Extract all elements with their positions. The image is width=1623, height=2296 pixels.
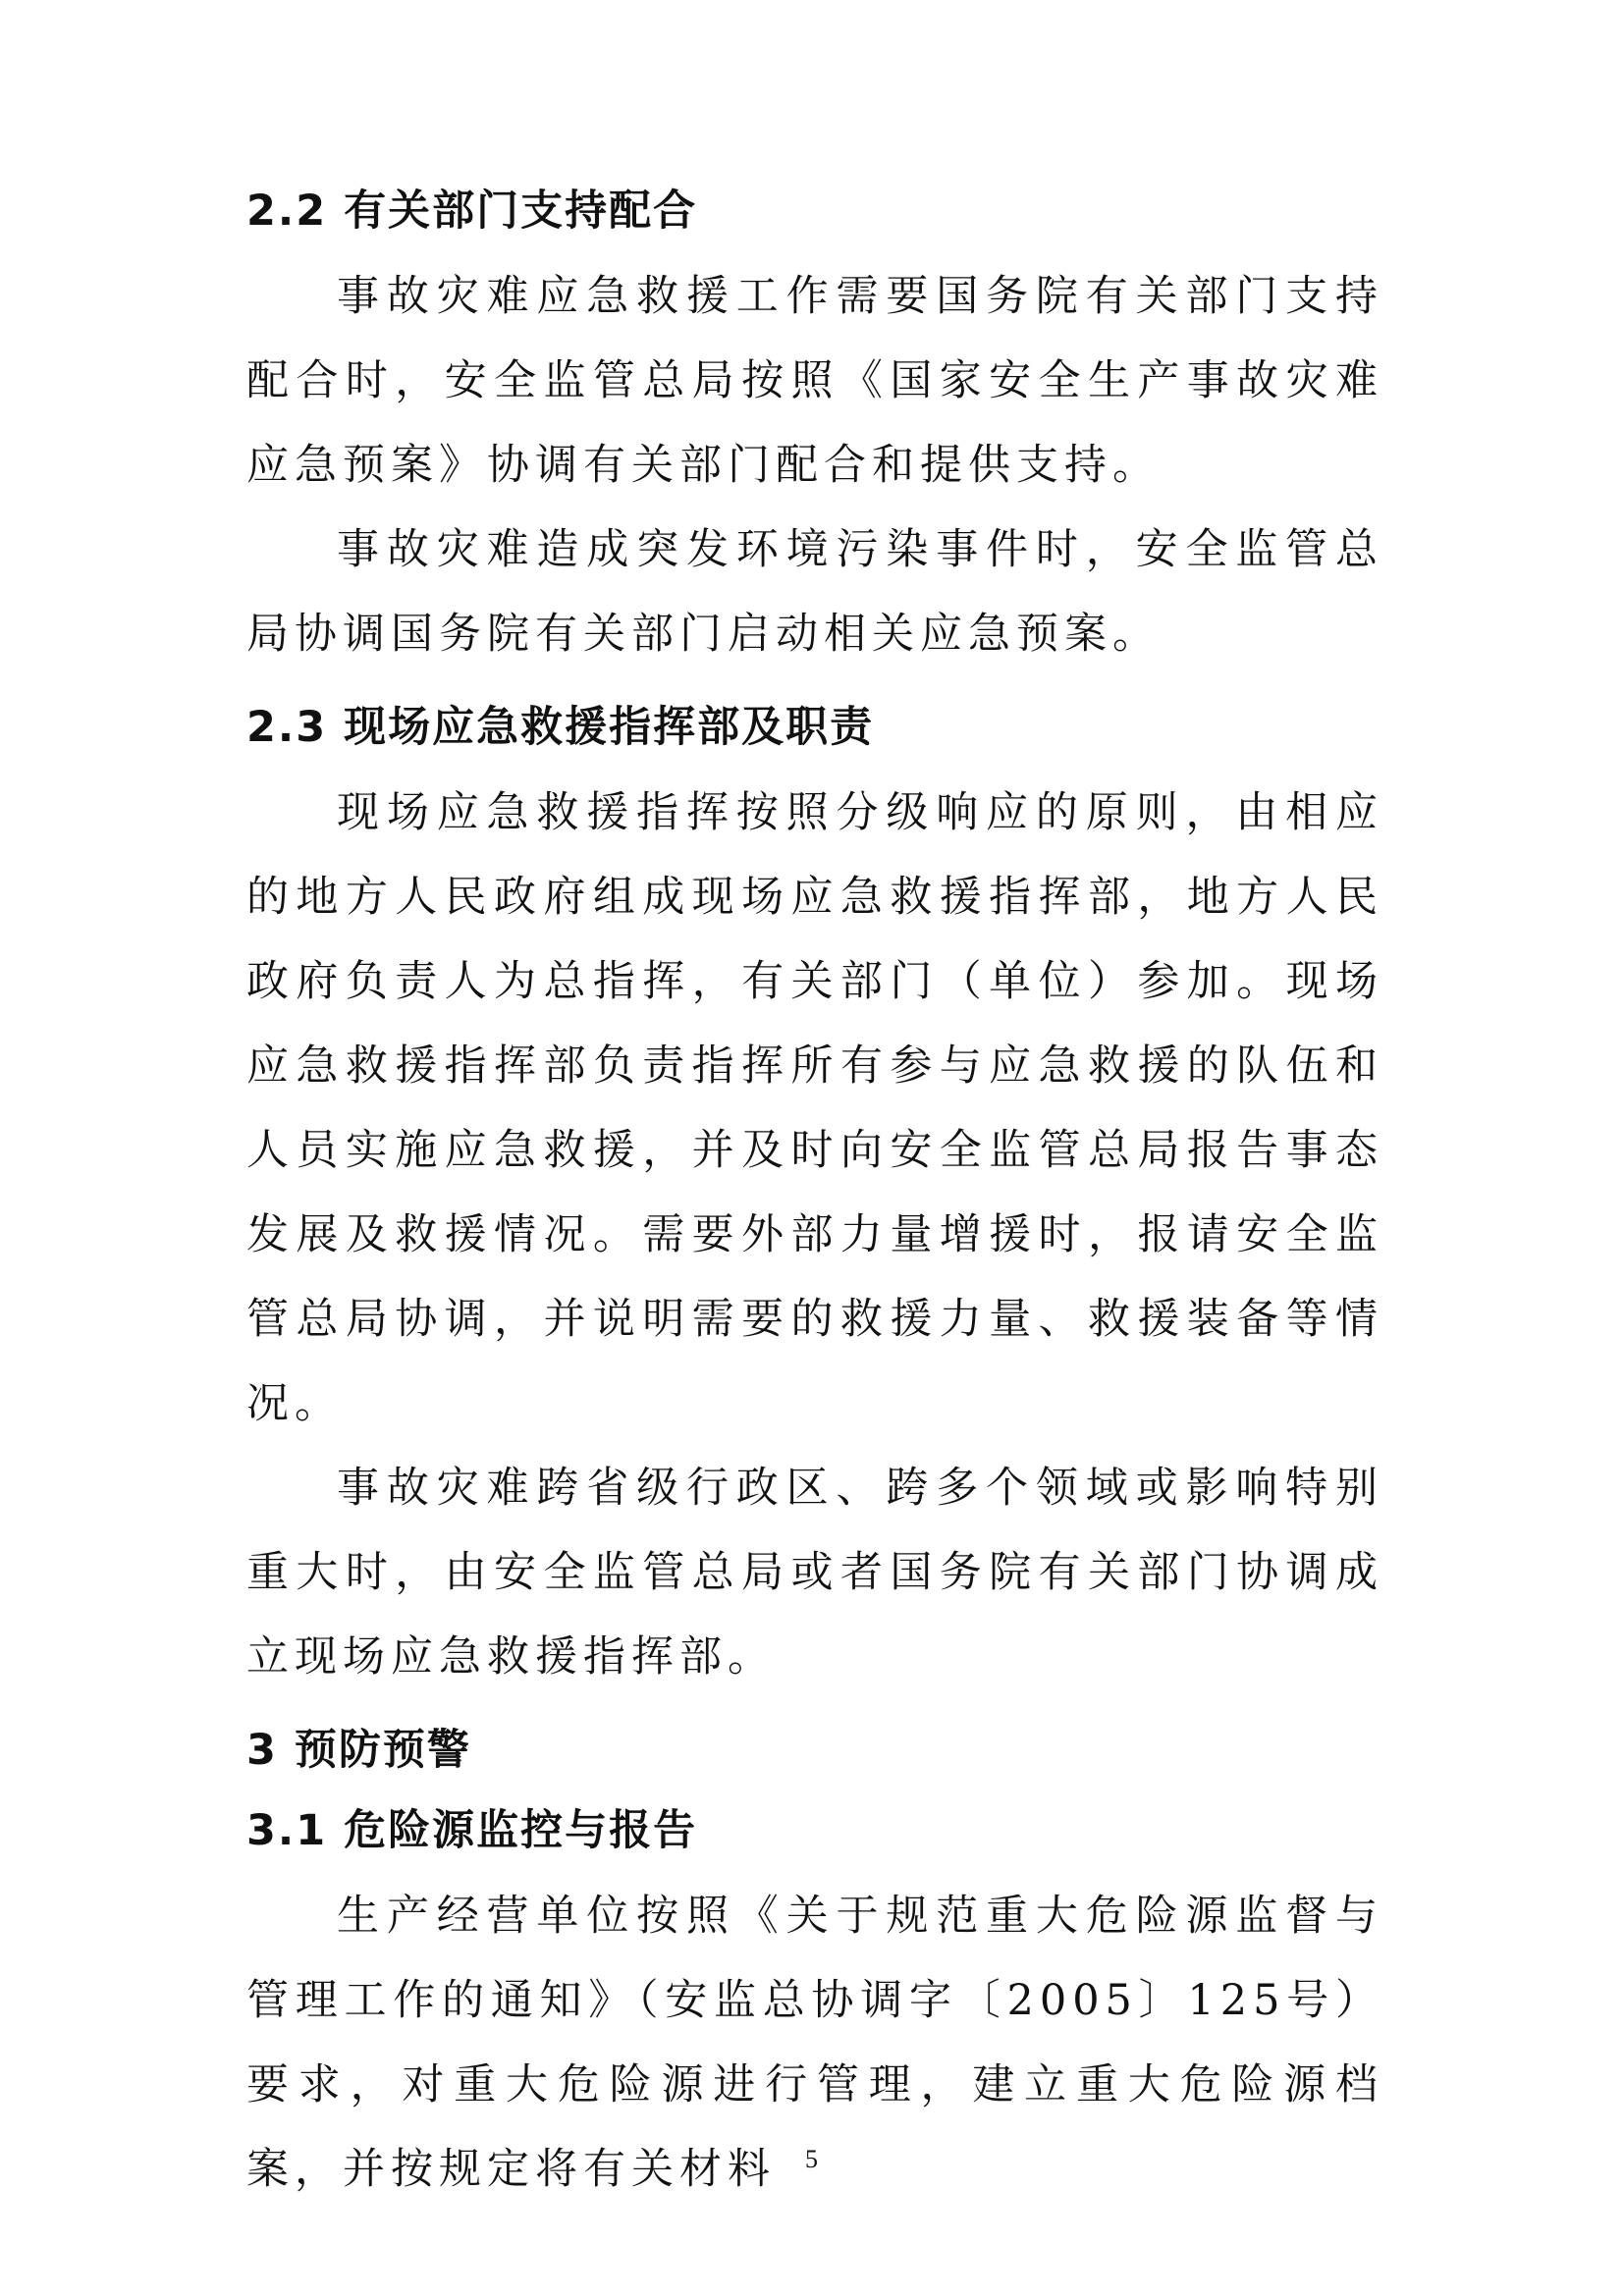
page-number: 5: [805, 2145, 818, 2173]
paragraph-2-2-1: 事故灾难应急救援工作需要国务院有关部门支持配合时，安全监管总局按照《国家安全生产事故灾难应急预案》协调有关部门配合和提供支持。: [246, 272, 1383, 490]
spacer: [246, 240, 1383, 254]
heading-2-3: 2.3 现场应急救援指挥部及职责: [246, 703, 875, 752]
paragraph-2-3-2: 事故灾难跨省级行政区、跨多个领域或影响特别重大时，由安全监管总局或者国务院有关部门协调成立现场应急救援指挥部。: [246, 1464, 1383, 1682]
paragraph-3-1-1: 生产经营单位按照《关于规范重大危险源监督与管理工作的通知》（安监总协调字〔2005〕125号）要求，对重大危险源进行管理，建立重大危险源档案，并按规定将有关材料: [246, 1892, 1383, 2194]
heading-2-2: 2.2 有关部门支持配合: [246, 187, 698, 236]
paragraph-2-2-2: 事故灾难造成突发环境污染事件时，安全监管总局协调国务院有关部门启动相关应急预案。: [246, 525, 1383, 659]
spacer: [246, 1699, 1383, 1721]
page-content: [246, 182, 1383, 2212]
spacer: [246, 676, 1383, 698]
spacer: [246, 757, 1383, 771]
heading-3: 3 预防预警: [246, 1726, 471, 1775]
spacer: [246, 1780, 1383, 1801]
paragraph-2-3-1: 现场应急救援指挥按照分级响应的原则，由相应的地方人民政府组成现场应急救援指挥部，地方人民政府负责人为总指挥，有关部门（单位）参加。现场应急救援指挥部负责指挥所有参与应急救援的队伍和人员实施应急救援，并及时向安全监管总局报告事态发展及救援情况。需要外部力量增援时，报请安全监管总局协调，并说明需要的救援力量、救援装备等情况。: [246, 788, 1383, 1428]
heading-3-1: 3.1 危险源监控与报告: [246, 1806, 698, 1855]
spacer: [246, 1860, 1383, 1874]
